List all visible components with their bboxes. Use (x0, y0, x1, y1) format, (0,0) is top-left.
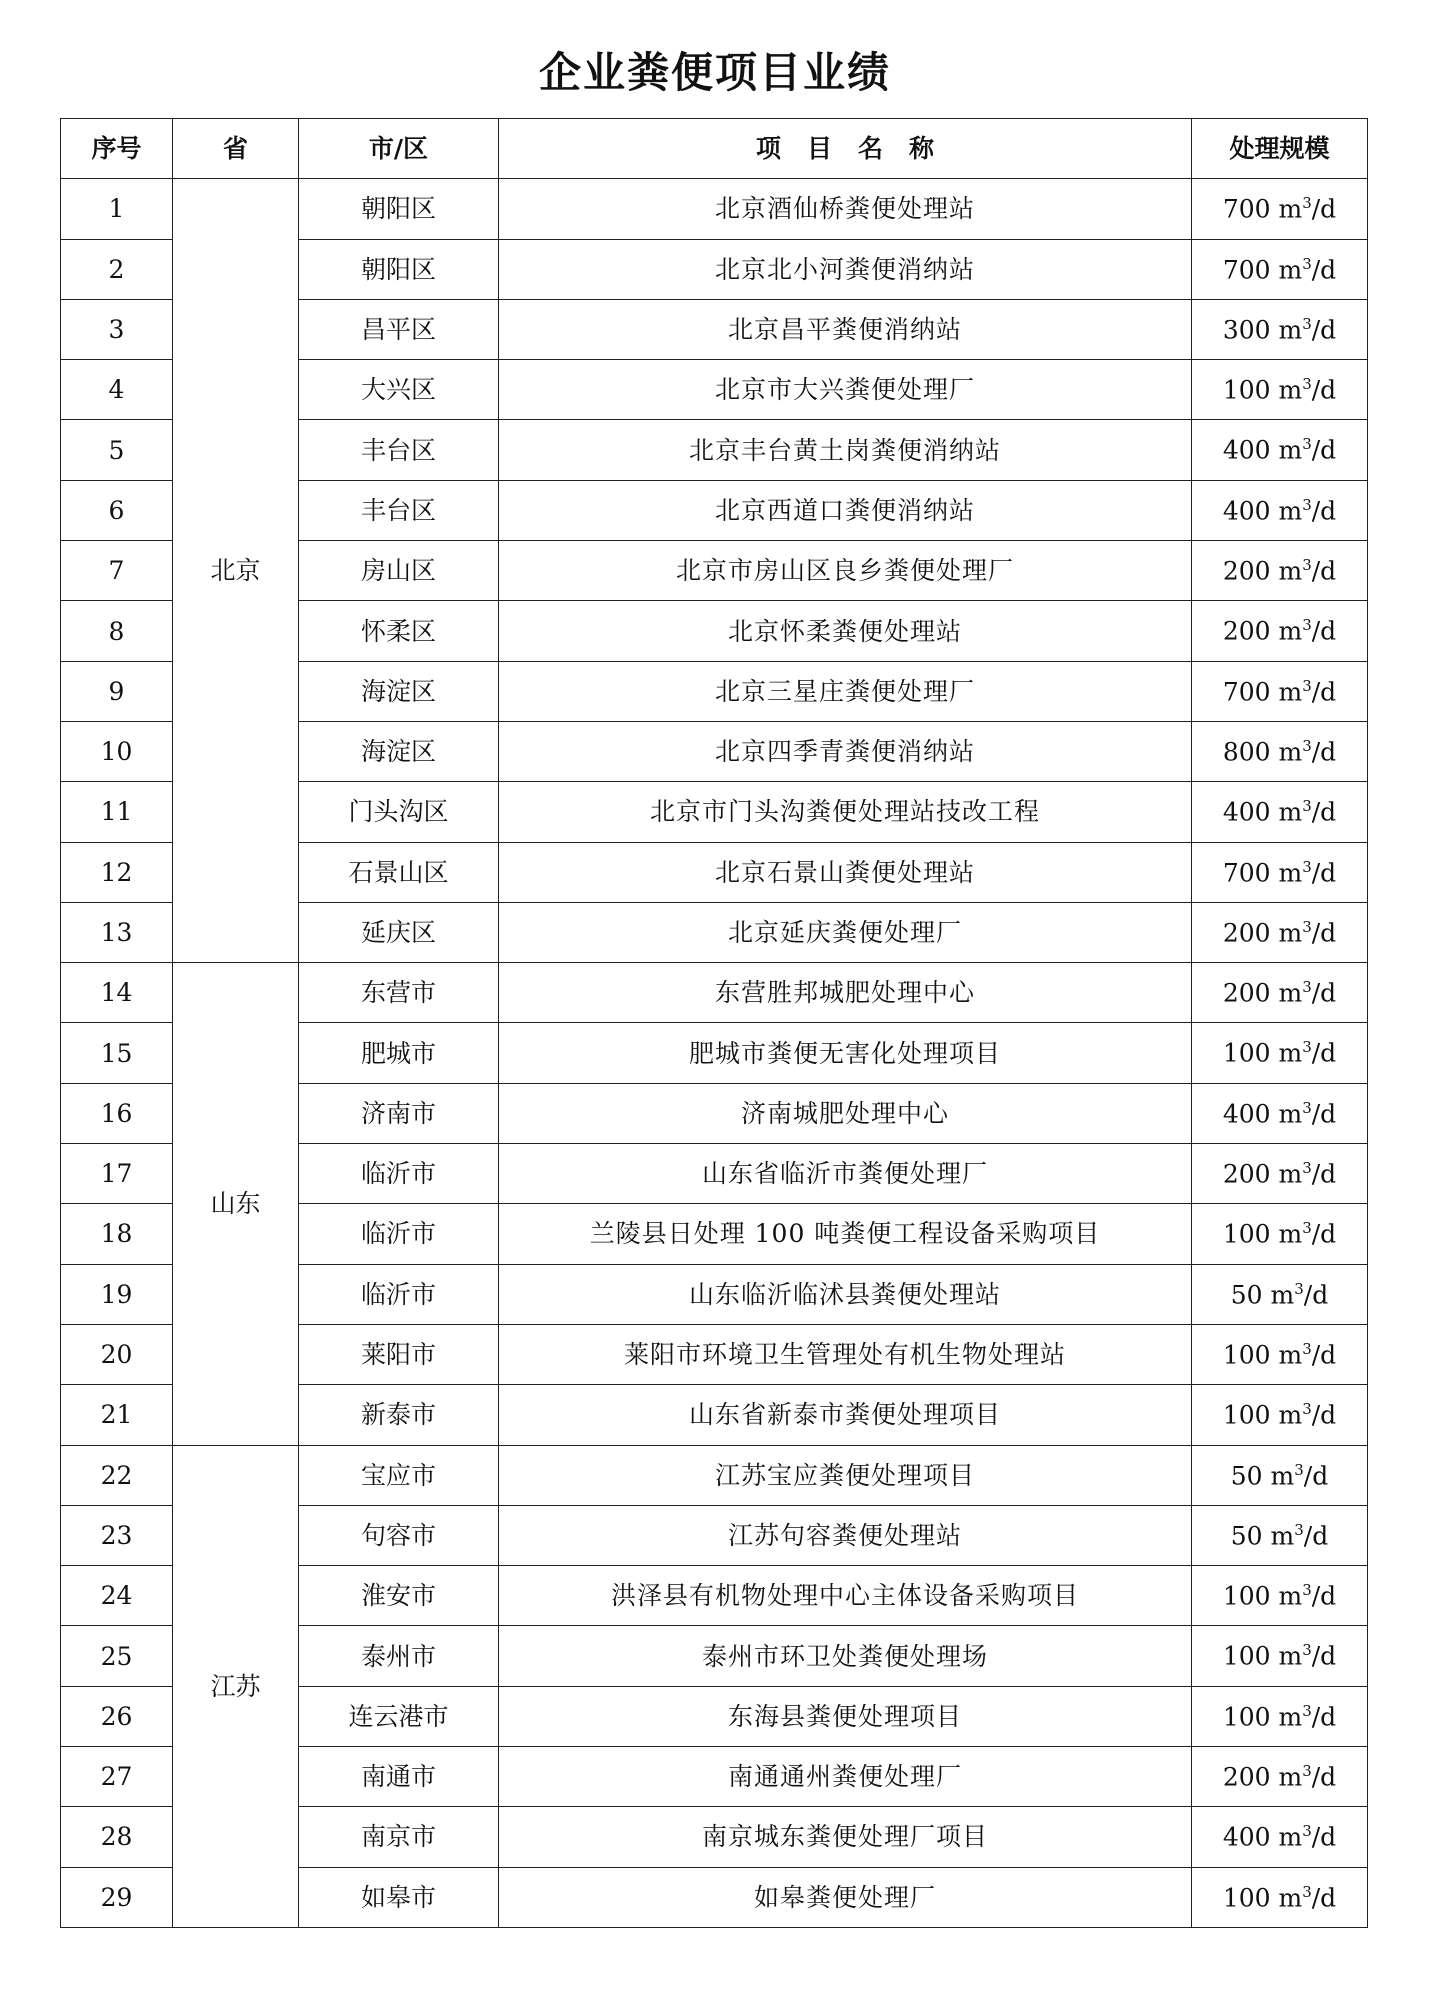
row-index: 24 (61, 1566, 173, 1626)
scale-value: 400 (1222, 797, 1271, 827)
row-index: 20 (61, 1324, 173, 1384)
scale-cell (1192, 1264, 1368, 1324)
unit-suffix: /d (1311, 1099, 1337, 1129)
unit-base: m (1278, 1099, 1303, 1129)
scale-value: 200 (1222, 616, 1271, 646)
unit-suffix: /d (1303, 1521, 1329, 1551)
unit-exponent: 3 (1294, 1460, 1304, 1479)
unit-exponent: 3 (1302, 495, 1312, 514)
unit-suffix: /d (1311, 857, 1337, 887)
scale-cell (1192, 1445, 1368, 1505)
city-cell: 海淀区 (299, 721, 499, 781)
header-province: 省 (173, 119, 299, 179)
scale-value: 200 (1222, 918, 1271, 948)
unit-base: m (1278, 978, 1303, 1008)
project-name-cell: 南京城东粪便处理厂项目 (499, 1807, 1192, 1867)
unit-exponent: 3 (1302, 375, 1312, 394)
city-cell: 句容市 (299, 1505, 499, 1565)
row-index: 5 (61, 420, 173, 480)
unit-suffix: /d (1311, 616, 1337, 646)
unit-suffix: /d (1311, 1340, 1337, 1370)
unit-base: m (1278, 676, 1303, 706)
project-name-cell: 北京西道口粪便消纳站 (499, 480, 1192, 540)
project-name-cell: 江苏宝应粪便处理项目 (499, 1445, 1192, 1505)
header-row (61, 119, 1368, 179)
unit-base: m (1278, 1038, 1303, 1068)
scale-cell (1192, 1867, 1368, 1927)
unit-suffix: /d (1311, 797, 1337, 827)
unit-base: m (1278, 315, 1303, 345)
unit-exponent: 3 (1302, 556, 1312, 575)
unit-exponent: 3 (1294, 1279, 1304, 1298)
unit-exponent: 3 (1302, 676, 1312, 695)
project-name-cell: 江苏句容粪便处理站 (499, 1505, 1192, 1565)
unit-exponent: 3 (1302, 1822, 1312, 1841)
header-city: 市/区 (299, 119, 499, 179)
project-name-cell: 山东省临沂市粪便处理厂 (499, 1144, 1192, 1204)
city-cell: 东营市 (299, 963, 499, 1023)
project-name-cell: 泰州市环卫处粪便处理场 (499, 1626, 1192, 1686)
unit-suffix: /d (1311, 375, 1337, 405)
city-cell: 大兴区 (299, 360, 499, 420)
scale-cell (1192, 1626, 1368, 1686)
unit-exponent: 3 (1302, 1882, 1312, 1901)
row-index: 6 (61, 480, 173, 540)
unit-exponent: 3 (1302, 1581, 1312, 1600)
scale-cell (1192, 1144, 1368, 1204)
row-index: 27 (61, 1747, 173, 1807)
scale-cell (1192, 420, 1368, 480)
unit-exponent: 3 (1302, 1641, 1312, 1660)
city-cell: 淮安市 (299, 1566, 499, 1626)
unit-exponent: 3 (1302, 1098, 1312, 1117)
unit-suffix: /d (1311, 556, 1337, 586)
unit-base: m (1278, 737, 1303, 767)
project-name-cell: 北京丰台黄土岗粪便消纳站 (499, 420, 1192, 480)
project-name-cell: 北京市门头沟粪便处理站技改工程 (499, 782, 1192, 842)
unit-suffix: /d (1311, 737, 1337, 767)
project-name-cell: 北京四季青粪便消纳站 (499, 721, 1192, 781)
city-cell: 朝阳区 (299, 239, 499, 299)
project-name-cell: 山东省新泰市粪便处理项目 (499, 1385, 1192, 1445)
unit-suffix: /d (1311, 918, 1337, 948)
unit-base: m (1278, 1762, 1303, 1792)
scale-value: 400 (1222, 435, 1271, 465)
city-cell: 丰台区 (299, 420, 499, 480)
city-cell: 南京市 (299, 1807, 499, 1867)
scale-cell (1192, 480, 1368, 540)
project-name-cell: 洪泽县有机物处理中心主体设备采购项目 (499, 1566, 1192, 1626)
scale-cell (1192, 1807, 1368, 1867)
unit-exponent: 3 (1302, 1762, 1312, 1780)
scale-cell (1192, 1505, 1368, 1565)
city-cell: 济南市 (299, 1083, 499, 1143)
table-row (61, 179, 1368, 239)
scale-cell (1192, 1747, 1368, 1807)
unit-exponent: 3 (1302, 616, 1312, 635)
city-cell: 莱阳市 (299, 1324, 499, 1384)
unit-base: m (1278, 1581, 1303, 1611)
scale-cell (1192, 1686, 1368, 1746)
project-name-cell: 北京酒仙桥粪便处理站 (499, 179, 1192, 239)
scale-value: 100 (1222, 1702, 1271, 1732)
unit-suffix: /d (1311, 1882, 1337, 1912)
scale-cell (1192, 842, 1368, 902)
row-index: 9 (61, 661, 173, 721)
row-index: 8 (61, 601, 173, 661)
project-name-cell: 莱阳市环境卫生管理处有机生物处理站 (499, 1324, 1192, 1384)
scale-cell (1192, 782, 1368, 842)
row-index: 1 (61, 179, 173, 239)
unit-base: m (1278, 1882, 1303, 1912)
scale-cell (1192, 661, 1368, 721)
row-index: 14 (61, 963, 173, 1023)
unit-exponent: 3 (1294, 1520, 1304, 1539)
unit-exponent: 3 (1302, 797, 1312, 816)
scale-value: 200 (1222, 978, 1271, 1008)
header-project-name: 项目名称 (499, 119, 1192, 179)
unit-exponent: 3 (1302, 194, 1312, 213)
project-name-cell: 兰陵县日处理 100 吨粪便工程设备采购项目 (499, 1204, 1192, 1264)
scale-value: 50 (1230, 1460, 1263, 1490)
scale-cell (1192, 963, 1368, 1023)
unit-suffix: /d (1311, 1762, 1337, 1792)
project-name-cell: 南通通州粪便处理厂 (499, 1747, 1192, 1807)
scale-cell (1192, 1083, 1368, 1143)
header-scale: 处理规模 (1192, 119, 1368, 179)
unit-suffix: /d (1303, 1460, 1329, 1490)
unit-base: m (1278, 254, 1303, 284)
project-name-cell: 北京市房山区良乡粪便处理厂 (499, 541, 1192, 601)
unit-suffix: /d (1303, 1279, 1329, 1309)
city-cell: 门头沟区 (299, 782, 499, 842)
unit-base: m (1278, 797, 1303, 827)
project-name-cell: 如皋粪便处理厂 (499, 1867, 1192, 1927)
unit-base: m (1278, 1641, 1303, 1671)
scale-value: 400 (1222, 1099, 1271, 1129)
unit-suffix: /d (1311, 254, 1337, 284)
unit-base: m (1278, 1340, 1303, 1370)
scale-cell (1192, 1385, 1368, 1445)
unit-exponent: 3 (1302, 1339, 1312, 1358)
table-row (61, 1445, 1368, 1505)
unit-suffix: /d (1311, 1400, 1337, 1430)
unit-base: m (1278, 1219, 1303, 1249)
city-cell: 丰台区 (299, 480, 499, 540)
unit-exponent: 3 (1302, 1038, 1312, 1057)
unit-base: m (1278, 556, 1303, 586)
project-name-cell: 东海县粪便处理项目 (499, 1686, 1192, 1746)
unit-exponent: 3 (1302, 917, 1312, 936)
city-cell: 海淀区 (299, 661, 499, 721)
scale-value: 100 (1222, 1882, 1271, 1912)
scale-cell (1192, 541, 1368, 601)
unit-exponent: 3 (1302, 978, 1312, 997)
row-index: 2 (61, 239, 173, 299)
unit-suffix: /d (1311, 1641, 1337, 1671)
city-cell: 宝应市 (299, 1445, 499, 1505)
unit-exponent: 3 (1302, 857, 1312, 876)
unit-base: m (1278, 435, 1303, 465)
row-index: 15 (61, 1023, 173, 1083)
city-cell: 石景山区 (299, 842, 499, 902)
scale-cell (1192, 721, 1368, 781)
unit-base: m (1270, 1460, 1295, 1490)
unit-base: m (1278, 1400, 1303, 1430)
unit-suffix: /d (1311, 435, 1337, 465)
unit-base: m (1278, 1702, 1303, 1732)
scale-value: 100 (1222, 1038, 1271, 1068)
row-index: 25 (61, 1626, 173, 1686)
project-name-cell: 北京怀柔粪便处理站 (499, 601, 1192, 661)
unit-exponent: 3 (1302, 1701, 1312, 1720)
row-index: 17 (61, 1144, 173, 1204)
unit-exponent: 3 (1302, 736, 1312, 755)
scale-cell (1192, 360, 1368, 420)
unit-suffix: /d (1311, 1702, 1337, 1732)
row-index: 3 (61, 299, 173, 359)
province-cell: 山东 (173, 963, 299, 1445)
unit-suffix: /d (1311, 1581, 1337, 1611)
scale-cell (1192, 1324, 1368, 1384)
scale-value: 300 (1222, 315, 1271, 345)
table-header (61, 119, 1368, 179)
row-index: 10 (61, 721, 173, 781)
city-cell: 房山区 (299, 541, 499, 601)
unit-base: m (1278, 918, 1303, 948)
row-index: 28 (61, 1807, 173, 1867)
row-index: 26 (61, 1686, 173, 1746)
row-index: 18 (61, 1204, 173, 1264)
scale-cell (1192, 902, 1368, 962)
city-cell: 南通市 (299, 1747, 499, 1807)
performance-table (60, 118, 1368, 1928)
unit-suffix: /d (1311, 1159, 1337, 1189)
scale-value: 700 (1222, 857, 1271, 887)
scale-value: 700 (1222, 676, 1271, 706)
city-cell: 肥城市 (299, 1023, 499, 1083)
row-index: 29 (61, 1867, 173, 1927)
city-cell: 如皋市 (299, 1867, 499, 1927)
unit-suffix: /d (1311, 315, 1337, 345)
unit-base: m (1278, 1159, 1303, 1189)
unit-suffix: /d (1311, 1038, 1337, 1068)
scale-value: 100 (1222, 1219, 1271, 1249)
unit-suffix: /d (1311, 1822, 1337, 1852)
row-index: 21 (61, 1385, 173, 1445)
city-cell: 怀柔区 (299, 601, 499, 661)
unit-base: m (1278, 496, 1303, 526)
city-cell: 临沂市 (299, 1144, 499, 1204)
unit-base: m (1278, 616, 1303, 646)
city-cell: 连云港市 (299, 1686, 499, 1746)
project-name-cell: 东营胜邦城肥处理中心 (499, 963, 1192, 1023)
unit-exponent: 3 (1302, 1400, 1312, 1419)
row-index: 4 (61, 360, 173, 420)
table-body (61, 179, 1368, 1928)
scale-value: 50 (1230, 1521, 1263, 1551)
city-cell: 临沂市 (299, 1264, 499, 1324)
scale-cell (1192, 601, 1368, 661)
scale-value: 400 (1222, 496, 1271, 526)
unit-suffix: /d (1311, 1219, 1337, 1249)
city-cell: 新泰市 (299, 1385, 499, 1445)
unit-exponent: 3 (1302, 1219, 1312, 1238)
scale-cell (1192, 1566, 1368, 1626)
table-row (61, 963, 1368, 1023)
city-cell: 朝阳区 (299, 179, 499, 239)
row-index: 19 (61, 1264, 173, 1324)
scale-value: 100 (1222, 1581, 1271, 1611)
city-cell: 泰州市 (299, 1626, 499, 1686)
scale-cell (1192, 239, 1368, 299)
row-index: 12 (61, 842, 173, 902)
scale-value: 100 (1222, 1400, 1271, 1430)
project-name-cell: 北京昌平粪便消纳站 (499, 299, 1192, 359)
scale-value: 200 (1222, 1159, 1271, 1189)
unit-base: m (1278, 1822, 1303, 1852)
project-name-cell: 北京三星庄粪便处理厂 (499, 661, 1192, 721)
project-name-cell: 北京市大兴粪便处理厂 (499, 360, 1192, 420)
row-index: 23 (61, 1505, 173, 1565)
city-cell: 昌平区 (299, 299, 499, 359)
row-index: 11 (61, 782, 173, 842)
scale-cell (1192, 1204, 1368, 1264)
scale-value: 100 (1222, 375, 1271, 405)
unit-exponent: 3 (1302, 314, 1312, 333)
province-cell: 江苏 (173, 1445, 299, 1927)
unit-suffix: /d (1311, 676, 1337, 706)
project-name-cell: 山东临沂临沭县粪便处理站 (499, 1264, 1192, 1324)
unit-exponent: 3 (1302, 1159, 1312, 1178)
scale-cell (1192, 299, 1368, 359)
scale-cell (1192, 179, 1368, 239)
project-name-cell: 北京石景山粪便处理站 (499, 842, 1192, 902)
row-index: 16 (61, 1083, 173, 1143)
unit-suffix: /d (1311, 496, 1337, 526)
scale-value: 700 (1222, 254, 1271, 284)
unit-suffix: /d (1311, 194, 1337, 224)
project-name-cell: 北京北小河粪便消纳站 (499, 239, 1192, 299)
unit-base: m (1278, 857, 1303, 887)
scale-value: 100 (1222, 1340, 1271, 1370)
scale-value: 200 (1222, 556, 1271, 586)
scale-value: 50 (1230, 1279, 1263, 1309)
city-cell: 临沂市 (299, 1204, 499, 1264)
scale-value: 200 (1222, 1762, 1271, 1792)
province-cell: 北京 (173, 179, 299, 963)
scale-value: 400 (1222, 1822, 1271, 1852)
unit-base: m (1278, 194, 1303, 224)
scale-cell (1192, 1023, 1368, 1083)
scale-value: 800 (1222, 737, 1271, 767)
unit-base: m (1270, 1521, 1295, 1551)
project-name-cell: 北京延庆粪便处理厂 (499, 902, 1192, 962)
row-index: 22 (61, 1445, 173, 1505)
scale-value: 100 (1222, 1641, 1271, 1671)
unit-base: m (1278, 375, 1303, 405)
unit-exponent: 3 (1302, 254, 1312, 273)
project-name-cell: 肥城市粪便无害化处理项目 (499, 1023, 1192, 1083)
city-cell: 延庆区 (299, 902, 499, 962)
row-index: 7 (61, 541, 173, 601)
header-index: 序号 (61, 119, 173, 179)
document-title: 企业粪便项目业绩 (538, 48, 891, 97)
unit-exponent: 3 (1302, 435, 1312, 454)
scale-value: 700 (1222, 194, 1271, 224)
unit-suffix: /d (1311, 978, 1337, 1008)
unit-base: m (1270, 1279, 1295, 1309)
project-name-cell: 济南城肥处理中心 (499, 1083, 1192, 1143)
row-index: 13 (61, 902, 173, 962)
